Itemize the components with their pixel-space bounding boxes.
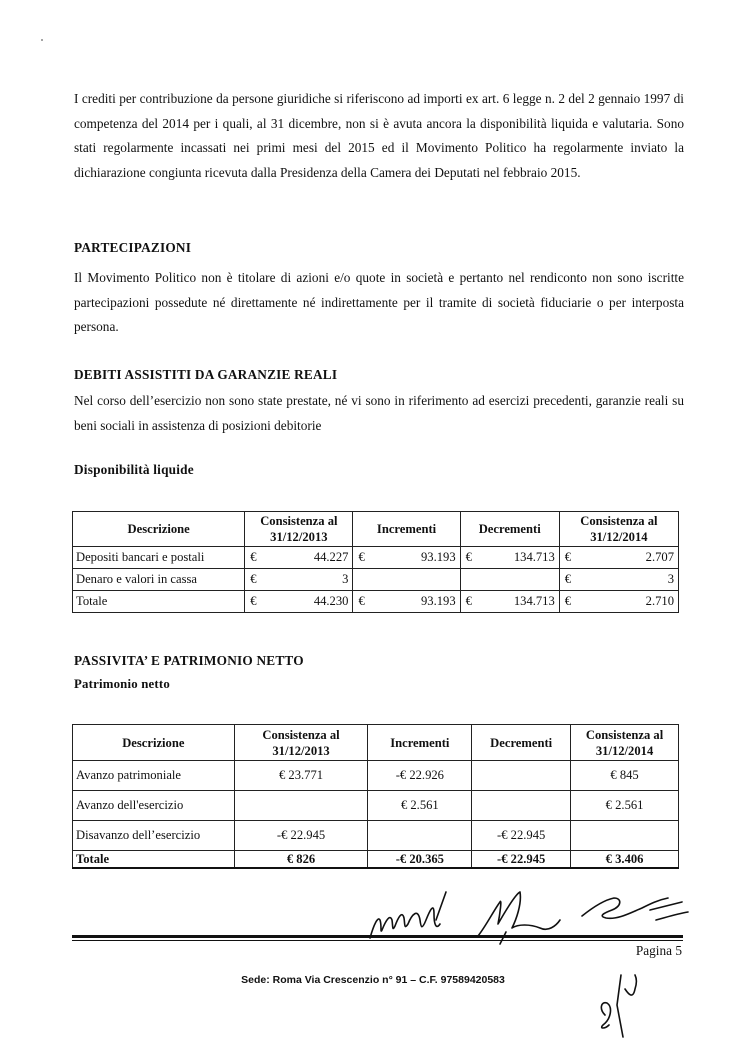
table-row-total: [73, 591, 679, 613]
header-descrizione: Descrizione: [73, 725, 235, 761]
cell-value: € 23.771: [234, 761, 368, 791]
cell-value: -€ 22.945: [472, 851, 571, 869]
scan-speck: [41, 39, 43, 41]
heading-passivita: PASSIVITA’ E PATRIMONIO NETTO: [74, 653, 304, 668]
cell-value: [472, 791, 571, 821]
paragraph-debiti: Nel corso dell’esercizio non sono state prestate, né vi sono in riferimento ad esercizi precedenti, garanzie reali su beni sociali in assistenza di posizioni debitorie: [74, 393, 684, 433]
header-incrementi: Incrementi: [368, 725, 472, 761]
heading-debiti: DEBITI ASSISTITI DA GARANZIE REALI: [74, 367, 338, 382]
amount: 2.710: [645, 594, 674, 608]
footer-rule-thin: [72, 940, 683, 941]
header-decrementi: Decrementi: [472, 725, 571, 761]
currency-symbol: €: [250, 594, 257, 608]
cell-value: € 3.406: [571, 851, 679, 869]
cell-value: [245, 569, 353, 591]
amount: 44.230: [313, 594, 349, 608]
amount: 134.713: [513, 550, 555, 564]
cell-value: [368, 821, 472, 851]
table-header-row: [73, 512, 679, 547]
amount: 93.193: [420, 550, 456, 564]
table-row-total: [73, 851, 679, 869]
cell-empty: [460, 569, 559, 591]
currency-symbol: €: [564, 572, 572, 586]
cell-value: [559, 591, 678, 613]
header-consistenza-2013: Consistenza al 31/12/2013: [234, 725, 368, 761]
table-row: [73, 821, 679, 851]
table-row: [73, 761, 679, 791]
header-incrementi: Incrementi: [353, 512, 460, 547]
amount: 3: [342, 572, 349, 586]
row-description: Avanzo patrimoniale: [73, 761, 235, 791]
cell-value: [559, 547, 678, 569]
cell-value: € 2.561: [368, 791, 472, 821]
cell-value: [460, 591, 559, 613]
cell-value: -€ 22.945: [234, 821, 368, 851]
table-row: [73, 547, 679, 569]
cell-value: [559, 569, 678, 591]
currency-symbol: €: [250, 572, 257, 586]
cell-value: -€ 22.945: [472, 821, 571, 851]
cell-value: [571, 821, 679, 851]
page-number: Pagina 5: [635, 943, 682, 958]
paragraph-crediti: I crediti per contribuzione da persone giuridiche si riferiscono ad importi ex art. 6 legge n. 2 del 2 gennaio 1997 di competenza del 2014 per i quali, al 31 dicembre, non si è avuta ancora la disponibilità liquida e valutaria. Sono stati regolarmente incassati nei primi mesi del 2015 ed il Movimento Politico ha regolarmente inviato la dichiarazione congiunta ricevuta dalla Presidenza della Camera dei Deputati nel febbraio 2015.: [74, 91, 684, 180]
cell-value: [472, 761, 571, 791]
cell-value: € 2.561: [571, 791, 679, 821]
footer-rule-thick: [72, 935, 683, 938]
currency-symbol: €: [465, 594, 472, 608]
paragraph-partecipazioni: Il Movimento Politico non è titolare di azioni e/o quote in società e pertanto nel rendiconto non sono iscritte partecipazioni possedute né direttamente né indirettamente per il tramite di società fiduciarie o per interposta persona.: [74, 270, 684, 335]
table-row: [73, 569, 679, 591]
amount: 2.707: [645, 550, 674, 564]
amount: 93.193: [420, 594, 456, 608]
cell-value: -€ 22.926: [368, 761, 472, 791]
row-description: Disavanzo dell’esercizio: [73, 821, 235, 851]
cell-value: [245, 591, 353, 613]
table-row: [73, 791, 679, 821]
amount: 134.713: [513, 594, 555, 608]
heading-partecipazioni: PARTECIPAZIONI: [74, 240, 192, 255]
row-description: Avanzo dell'esercizio: [73, 791, 235, 821]
currency-symbol: €: [564, 550, 572, 564]
cell-value: [460, 547, 559, 569]
amount: 3: [667, 572, 674, 586]
handwritten-initials: [585, 965, 655, 1045]
header-consistenza-2013: Consistenza al 31/12/2013: [245, 512, 353, 547]
heading-disponibilita: Disponibilità liquide: [74, 462, 194, 477]
footer-address: Sede: Roma Via Crescenzio n° 91 – C.F. 97589420583: [241, 974, 505, 986]
cell-value: [245, 547, 353, 569]
header-decrementi: Decrementi: [460, 512, 559, 547]
cell-value: € 845: [571, 761, 679, 791]
cell-value: [353, 547, 460, 569]
table-patrimonio-netto: [72, 724, 679, 869]
table-header-row: [73, 725, 679, 761]
table-disponibilita-liquide: [72, 511, 679, 613]
heading-patrimonio-netto: Patrimonio netto: [74, 677, 170, 691]
amount: 44.227: [313, 550, 349, 564]
header-consistenza-2014: Consistenza al 31/12/2014: [571, 725, 679, 761]
currency-symbol: €: [358, 594, 365, 608]
currency-symbol: €: [564, 594, 572, 608]
row-description: Denaro e valori in cassa: [73, 569, 245, 591]
header-descrizione: Descrizione: [73, 512, 245, 547]
header-consistenza-2014: Consistenza al 31/12/2014: [559, 512, 678, 547]
cell-value: -€ 20.365: [368, 851, 472, 869]
cell-value: [353, 591, 460, 613]
row-description: Totale: [73, 591, 245, 613]
cell-value: [234, 791, 368, 821]
currency-symbol: €: [250, 550, 257, 564]
currency-symbol: €: [358, 550, 365, 564]
row-description: Totale: [73, 851, 235, 869]
row-description: Depositi bancari e postali: [73, 547, 245, 569]
cell-empty: [353, 569, 460, 591]
cell-value: € 826: [234, 851, 368, 869]
currency-symbol: €: [465, 550, 472, 564]
